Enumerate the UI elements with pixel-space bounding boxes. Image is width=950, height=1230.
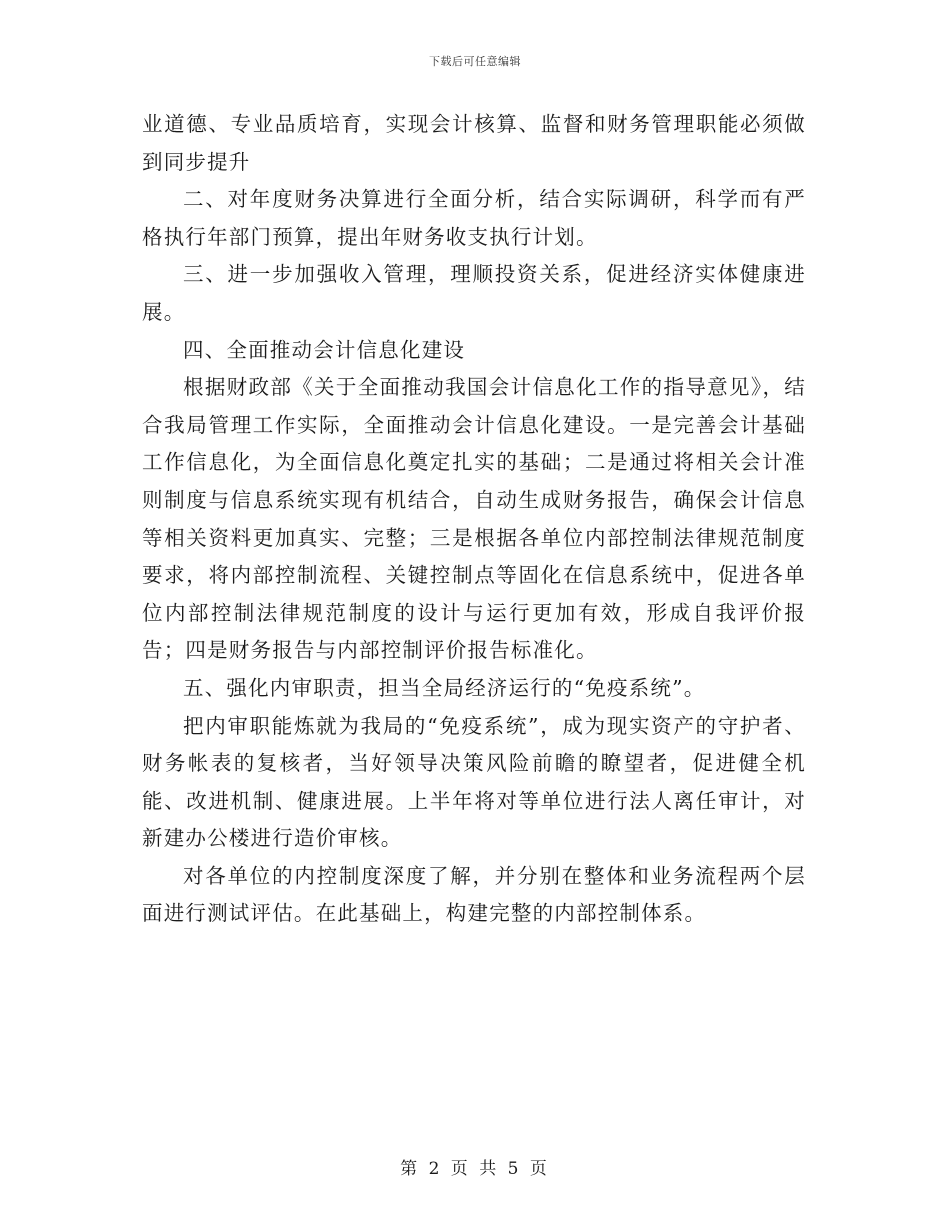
paragraph-internal-control: 对各单位的内控制度深度了解，并分别在整体和业务流程两个层面进行测试评估。在此基础上，构建完整的内部控制体系。: [142, 863, 806, 926]
section-heading-4: 四、全面推动会计信息化建设: [183, 337, 466, 362]
paragraph-item-3: 三、进一步加强收入管理，理顺投资关系，促进经济实体健康进展。: [142, 262, 806, 324]
paragraph-item-2: 二、对年度财务决算进行全面分析，结合实际调研，科学而有严格执行年部门预算，提出年财务收支执行计划。: [142, 187, 806, 249]
document-body: [142, 106, 806, 933]
paragraph-internal-audit: 把内审职能炼就为我局的“免疫系统”，成为现实资产的守护者、财务帐表的复核者，当好领导决策风险前瞻的瞭望者，促进健全机能、改进机制、健康进展。上半年将对等单位进行法人离任审计，对新建办公楼进行造价审核。: [142, 713, 806, 851]
section-heading-5: 五、强化内审职责，担当全局经济运行的“免疫系统”。: [183, 675, 706, 700]
page-number-footer: 第 2 页 共 5 页: [400, 1159, 550, 1179]
paragraph-accounting-info: 根据财政部《关于全面推动我国会计信息化工作的指导意见》，结合我局管理工作实际，全面推动会计信息化建设。一是完善会计基础工作信息化，为全面信息化奠定扎实的基础；二是通过将相关会计准则制度与信息系统实现有机结合，自动生成财务报告，确保会计信息等相关资料更加真实、完整；三是根据各单位内部控制法律规范制度要求，将内部控制流程、关键控制点等固化在信息系统中，促进各单位内部控制法律规范制度的设计与运行更加有效，形成自我评价报告；四是财务报告与内部控制评价报告标准化。: [142, 375, 806, 663]
paragraph-continuation: 业道德、专业品质培育，实现会计核算、监督和财务管理职能必须做到同步提升: [142, 112, 806, 174]
page-header-note: 下载后可任意编辑: [429, 55, 521, 68]
